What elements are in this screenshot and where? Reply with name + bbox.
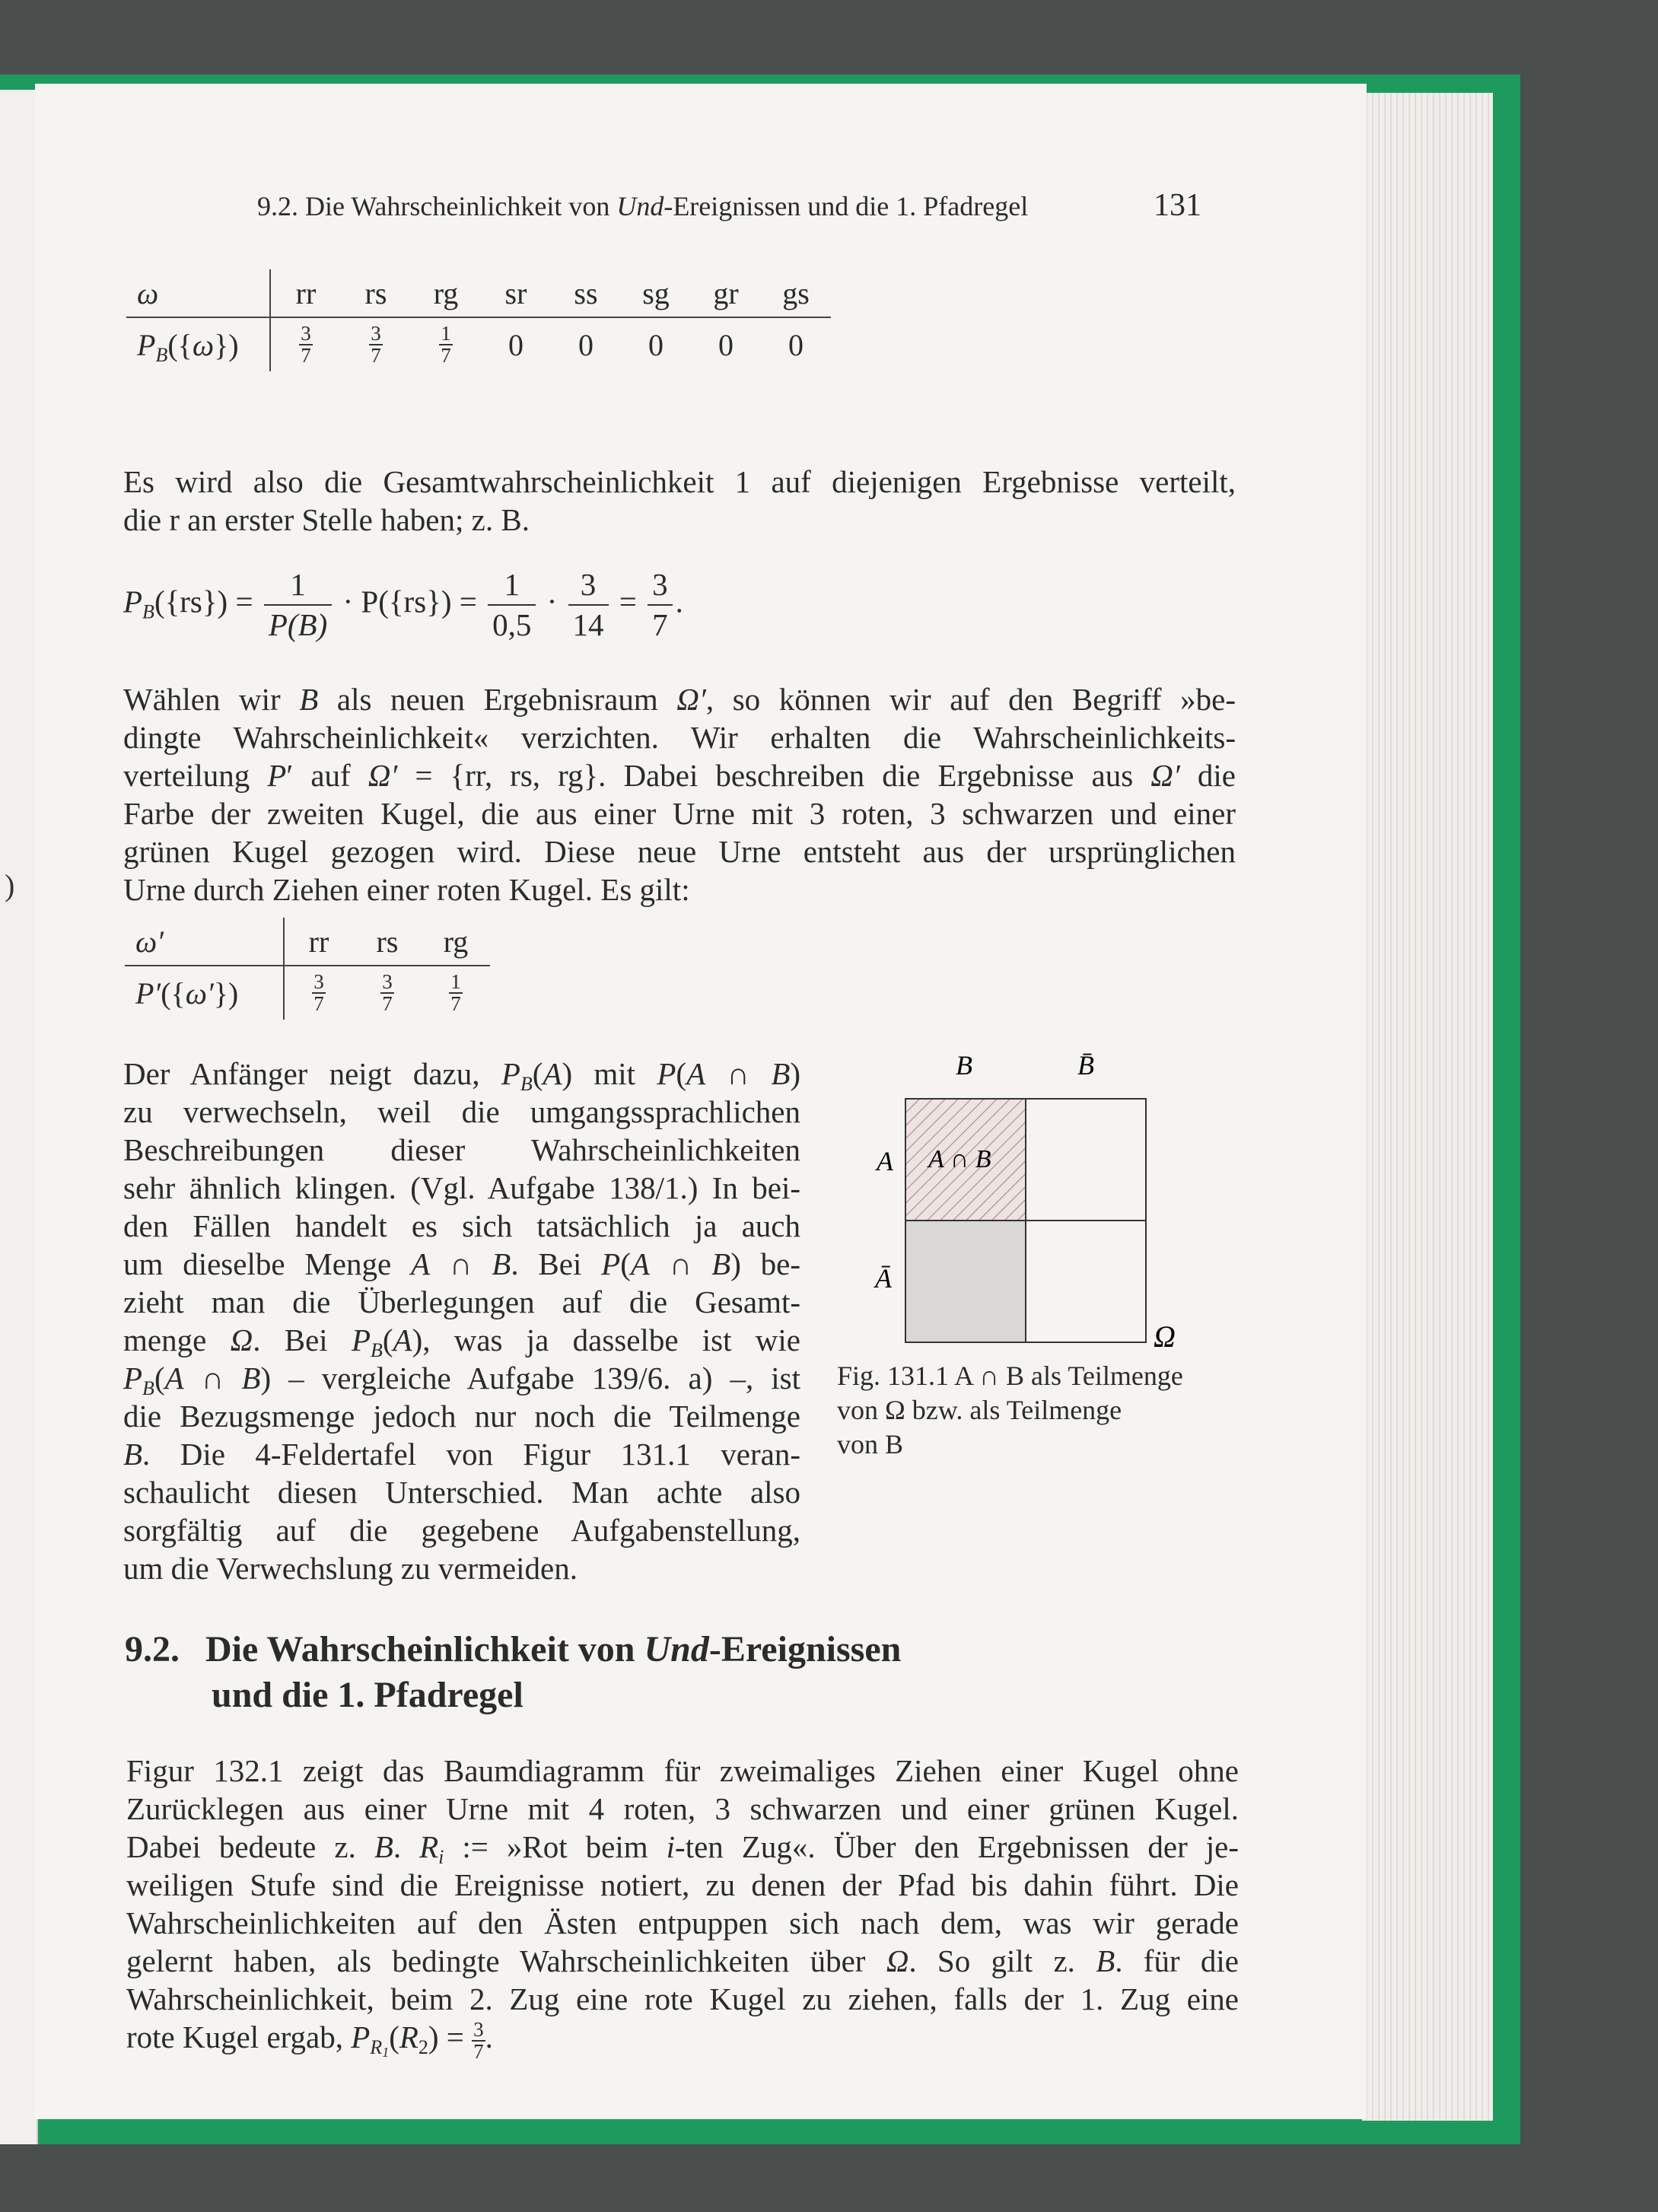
text-line: grünen Kugel gezogen wird. Diese neue Urne entsteht aus der ursprünglichen xyxy=(123,834,1236,869)
fraction: $\frac{3}{7}$ xyxy=(473,2017,484,2063)
table1-row1-label: ω xyxy=(126,269,270,317)
table1-col-header: gs xyxy=(782,275,810,310)
fraction: $\frac{1}{7}$ xyxy=(441,322,451,367)
figure-caption xyxy=(837,1359,1255,1462)
text-line: Zurücklegen aus einer Urne mit 4 roten, 3 schwarzen und einer grünen Kugel. xyxy=(126,1791,1239,1826)
fraction: $\frac{3}{7}$ xyxy=(371,322,381,367)
table1-cell: 0 xyxy=(788,327,804,362)
table2-col-header: rr xyxy=(308,924,329,959)
text-line: Wählen wir B als neuen Ergebnisraum Ω′, so können wir auf den Begriff »be- xyxy=(123,682,1236,717)
table2-col-header: rs xyxy=(376,924,399,959)
table2-cell xyxy=(353,966,422,1020)
table1-col-header: ss xyxy=(574,275,598,310)
text-line: um dieselbe Menge A ∩ B. Bei P(A ∩ B) be- xyxy=(123,1246,801,1281)
equation-pb-rs: $P_B(\{rs\})$ = $\frac{1}{P(B)}$ · P({rs}) = $\frac{1}{0,5}$ · $\frac{3}{14}$ = $\frac{3}{7}$ . xyxy=(123,567,683,643)
table1-cell xyxy=(270,317,341,371)
label-b: B xyxy=(956,1050,972,1081)
text-line: zu verwechseln, weil die umgangssprachlichen xyxy=(123,1094,800,1129)
text-line: Wahrscheinlichkeiten auf den Ästen entpuppen sich nach dem, was wir gerade xyxy=(126,1905,1239,1940)
fraction: $\frac{3}{7}$ xyxy=(301,322,311,367)
text-line: Beschreibungen dieser Wahrscheinlichkeiten xyxy=(123,1132,800,1167)
text-line: rote Kugel ergab, $P_{R_1}(R_2)$ = $\frac{3}{7}$ . xyxy=(126,2017,493,2063)
text-line: $P_B(A$ ∩ B) – vergleiche Aufgabe 139/6. a) –, ist xyxy=(123,1361,801,1399)
text-line: Farbe der zweiten Kugel, die aus einer Urne mit 3 roten, 3 schwarzen und einer xyxy=(123,796,1236,831)
figure-131-1 xyxy=(826,1036,1237,1356)
fraction: $\frac{1}{0,5}$ xyxy=(488,568,536,642)
text-line: verteilung P′ auf Ω′ = {rr, rs, rg}. Dabei beschreiben die Ergebnisse aus Ω′ die xyxy=(123,758,1236,793)
shaded-abar-b-cell xyxy=(905,1221,1026,1342)
text-line: gelernt haben, als bedingte Wahrscheinlichkeiten über Ω. So gilt z. B. für die xyxy=(126,1943,1239,1978)
table1-cell xyxy=(411,317,481,371)
fraction: $\frac{1}{P(B)}$ xyxy=(264,568,332,642)
text-line: Figur 132.1 zeigt das Baumdiagramm für zweimaliges Ziehen einer Kugel ohne xyxy=(126,1753,1239,1788)
label-a-and-b: A ∩ B xyxy=(928,1145,991,1173)
fraction: $\frac{3}{14}$ xyxy=(568,568,609,642)
label-a: A xyxy=(877,1146,893,1176)
label-a-bar: Ā xyxy=(875,1263,892,1294)
section-title: Die Wahrscheinlichkeit von Und-Ereignissen xyxy=(205,1629,902,1669)
paragraph-1 xyxy=(123,463,1236,539)
text-line: dingte Wahrscheinlichkeit« verzichten. Wir erhalten die Wahrscheinlichkeits- xyxy=(123,720,1236,755)
label-omega: Ω xyxy=(1154,1319,1176,1354)
section-title-line-2: und die 1. Pfadregel xyxy=(212,1675,523,1715)
running-header xyxy=(257,190,1277,222)
table2-col-header: rg xyxy=(443,924,469,959)
text-line: schaulicht diesen Unterschied. Man achte also xyxy=(123,1475,800,1510)
text-line: Der Anfänger neigt dazu, $P_B(A)$ mit P(A ∩ B) xyxy=(123,1056,801,1095)
table1-cell: 0 xyxy=(718,327,734,362)
table1-col-header: gr xyxy=(713,275,739,310)
table2-cell xyxy=(284,966,353,1020)
running-header-title: 9.2. Die Wahrscheinlichkeit von Und-Ereignissen und die 1. Pfadregel xyxy=(257,191,1029,221)
caption-line: Fig. 131.1 A ∩ B als Teilmenge xyxy=(837,1361,1183,1391)
text-line: weiligen Stufe sind die Ereignisse notiert, zu denen der Pfad bis dahin führt. Die xyxy=(126,1867,1239,1902)
table2-cell xyxy=(422,966,490,1020)
text-line: die r an erster Stelle haben; z. B. xyxy=(123,502,530,537)
caption-line: von B xyxy=(837,1429,904,1459)
section-number: 9.2. xyxy=(125,1629,180,1669)
table1-cell: 0 xyxy=(578,327,594,362)
probability-table-1 xyxy=(126,269,831,371)
table2-row1-label: ω′ xyxy=(125,918,284,966)
table1-row2-label: $P_B(\{\omega\})$ xyxy=(126,317,270,371)
fraction: $\frac{1}{7}$ xyxy=(450,970,461,1015)
page-number: 131 xyxy=(1154,188,1201,223)
fraction: $\frac{3}{7}$ xyxy=(648,568,673,642)
text-line: Dabei bedeute z. B. $R_i$ := »Rot beim i-ten Zug«. Über den Ergebnissen der je- xyxy=(126,1829,1239,1868)
text-line: sehr ähnlich klingen. (Vgl. Aufgabe 138/1.) In bei- xyxy=(123,1170,800,1205)
page-stack-edge xyxy=(1362,93,1493,2121)
text-line: zieht man die Überlegungen auf die Gesamt- xyxy=(123,1284,800,1319)
fraction: $\frac{3}{7}$ xyxy=(382,970,393,1015)
table1-col-header: sg xyxy=(642,275,670,310)
text-line: B. Die 4-Feldertafel von Figur 131.1 veran- xyxy=(123,1437,800,1472)
text-line: sorgfältig auf die gegebene Aufgabenstellung, xyxy=(123,1513,800,1548)
text-line: Urne durch Ziehen einer roten Kugel. Es gilt: xyxy=(123,872,690,907)
paragraph-3 xyxy=(123,1055,800,1587)
label-b-bar: B̄ xyxy=(1077,1050,1094,1081)
four-field-table-diagram xyxy=(826,1036,1237,1356)
table1-cell xyxy=(341,317,411,371)
table1-col-header: rs xyxy=(364,275,387,310)
text-line: um die Verwechslung zu vermeiden. xyxy=(123,1551,578,1586)
text-line: Wahrscheinlichkeit, beim 2. Zug eine rote Kugel zu ziehen, falls der 1. Zug eine xyxy=(126,1981,1239,2016)
fraction: $\frac{3}{7}$ xyxy=(313,970,324,1015)
table1-col-header: rg xyxy=(433,275,459,310)
caption-line: von Ω bzw. als Teilmenge xyxy=(837,1395,1122,1425)
paragraph-2 xyxy=(123,680,1236,909)
table1-cell: 0 xyxy=(648,327,664,362)
table1-col-header: rr xyxy=(295,275,317,310)
left-page-mark: ) xyxy=(5,868,15,902)
table1-col-header: sr xyxy=(504,275,527,310)
table1-cell: 0 xyxy=(508,327,523,362)
text-line: Es wird also die Gesamtwahrscheinlichkeit 1 auf diejenigen Ergebnisse verteilt, xyxy=(123,464,1236,499)
probability-table-2 xyxy=(125,918,490,1020)
section-heading xyxy=(125,1627,901,1718)
text-line: die Bezugsmenge jedoch nur noch die Teilmenge xyxy=(123,1399,800,1434)
text-line: den Fällen handelt es sich tatsächlich ja auch xyxy=(123,1208,800,1243)
table2-row2-label: P′({ω′}) xyxy=(125,966,284,1020)
paragraph-4 xyxy=(126,1752,1239,2063)
book-page xyxy=(35,84,1367,2119)
left-page-edge xyxy=(0,90,38,2144)
text-line: menge Ω. Bei $P_B(A)$, was ja dasselbe ist wie xyxy=(123,1322,800,1361)
